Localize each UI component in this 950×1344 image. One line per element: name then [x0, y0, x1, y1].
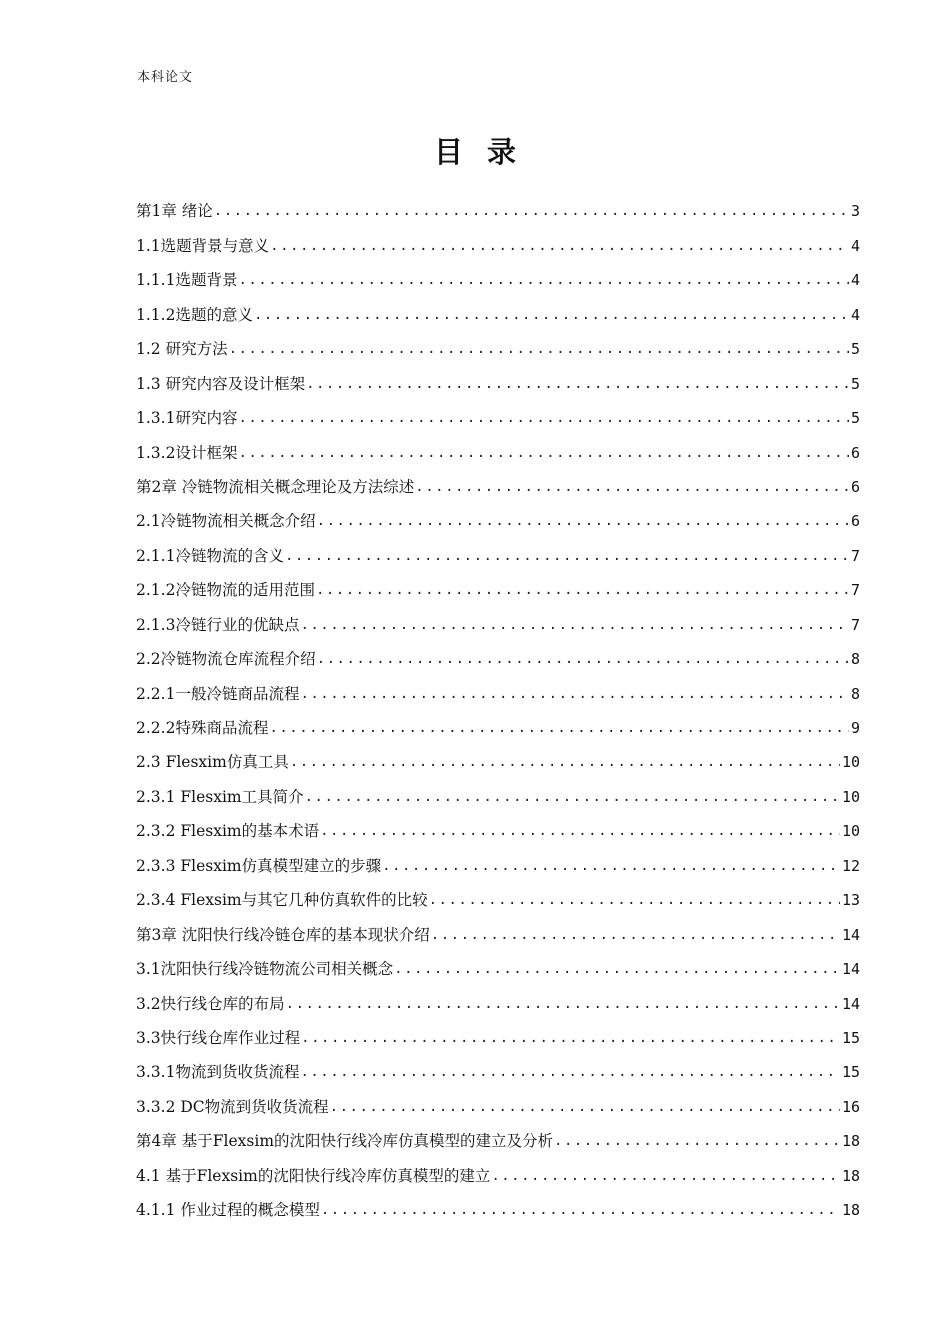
toc-leader-dots — [285, 546, 849, 566]
toc-leader-dots — [305, 787, 840, 807]
toc-leader-dots — [254, 305, 849, 325]
toc-entry-label: 1.1.1选题背景 — [136, 271, 238, 290]
toc-entry[interactable] — [136, 704, 860, 738]
table-of-contents — [136, 187, 860, 1220]
toc-entry-label: 3.1沈阳快行线冷链物流公司相关概念 — [136, 960, 394, 979]
toc-entry-page: 13 — [841, 891, 860, 910]
toc-entry-page: 14 — [841, 994, 860, 1013]
toc-leader-dots — [301, 1028, 840, 1048]
toc-entry[interactable] — [136, 1014, 860, 1048]
toc-entry-page: 10 — [841, 822, 860, 841]
toc-entry-label: 3.2快行线仓库的布局 — [136, 994, 285, 1013]
toc-entry-page: 10 — [841, 787, 860, 806]
toc-entry-page: 5 — [850, 374, 860, 393]
toc-entry-label: 3.3快行线仓库作业过程 — [136, 1028, 301, 1047]
toc-entry-page: 12 — [841, 856, 860, 875]
toc-leader-dots — [270, 236, 849, 256]
toc-leader-dots — [238, 270, 849, 290]
toc-entry[interactable] — [136, 256, 860, 290]
toc-entry[interactable] — [136, 497, 860, 531]
toc-leader-dots — [382, 856, 840, 876]
toc-entry[interactable] — [136, 876, 860, 910]
toc-leader-dots — [491, 1166, 840, 1186]
toc-entry-label: 4.1.1 作业过程的概念模型 — [136, 1201, 320, 1220]
toc-leader-dots — [330, 1097, 840, 1117]
toc-entry-page: 5 — [850, 409, 860, 428]
toc-leader-dots — [316, 580, 849, 600]
toc-entry-label: 2.2.1一般冷链商品流程 — [136, 684, 300, 703]
toc-entry[interactable] — [136, 772, 860, 806]
toc-entry[interactable] — [136, 325, 860, 359]
toc-leader-dots — [554, 1131, 840, 1151]
toc-entry-label: 2.3 Flesxim仿真工具 — [136, 753, 289, 772]
toc-entry[interactable] — [136, 910, 860, 944]
toc-entry-page: 8 — [850, 650, 860, 669]
toc-entry-label: 4.1 基于Flexsim的沈阳快行线冷库仿真模型的建立 — [136, 1166, 491, 1185]
toc-entry[interactable] — [136, 463, 860, 497]
toc-entry[interactable] — [136, 1151, 860, 1185]
toc-entry[interactable] — [136, 428, 860, 462]
toc-entry-label: 2.2冷链物流仓库流程介绍 — [136, 650, 316, 669]
toc-entry-page: 7 — [850, 581, 860, 600]
toc-entry-label: 2.3.1 Flesxim工具简介 — [136, 787, 304, 806]
toc-entry-page: 7 — [850, 615, 860, 634]
toc-entry-page: 5 — [850, 340, 860, 359]
toc-entry[interactable] — [136, 1186, 860, 1220]
toc-entry-label: 2.3.4 Flexsim与其它几种仿真软件的比较 — [136, 891, 428, 910]
toc-entry[interactable] — [136, 394, 860, 428]
toc-entry-label: 1.1.2选题的意义 — [136, 305, 253, 324]
toc-entry[interactable] — [136, 1048, 860, 1082]
toc-leader-dots — [300, 1062, 839, 1082]
toc-entry-page: 6 — [850, 512, 860, 531]
toc-leader-dots — [431, 925, 840, 945]
toc-entry-page: 9 — [850, 719, 860, 737]
toc-entry[interactable] — [136, 290, 860, 324]
toc-entry-label: 1.1选题背景与意义 — [136, 236, 270, 255]
toc-entry-label: 第3章 沈阳快行线冷链仓库的基本现状介绍 — [136, 925, 430, 944]
toc-leader-dots — [286, 994, 840, 1014]
toc-title: 目录 — [433, 135, 540, 169]
toc-entry[interactable] — [136, 1117, 860, 1151]
toc-leader-dots — [306, 374, 849, 394]
toc-entry-label: 第1章 绪论 — [136, 202, 213, 221]
toc-entry-page: 16 — [841, 1097, 860, 1116]
toc-entry-label: 1.3.2设计框架 — [136, 443, 238, 462]
toc-leader-dots — [300, 684, 849, 704]
toc-entry[interactable] — [136, 635, 860, 669]
toc-entry-label: 2.3.3 Flesxim仿真模型建立的步骤 — [136, 856, 382, 875]
toc-leader-dots — [317, 511, 849, 531]
toc-entry-page: 4 — [850, 271, 860, 290]
toc-entry-label: 第2章 冷链物流相关概念理论及方法综述 — [136, 477, 415, 496]
toc-entry-page: 10 — [841, 753, 860, 772]
toc-entry-page: 8 — [850, 684, 860, 703]
toc-entry-page: 15 — [841, 1063, 860, 1082]
toc-entry-label: 2.1.1冷链物流的含义 — [136, 546, 284, 565]
toc-leader-dots — [290, 752, 840, 772]
toc-entry-page: 18 — [841, 1201, 860, 1220]
toc-entry[interactable] — [136, 841, 860, 875]
toc-entry-label: 2.1.2冷链物流的适用范围 — [136, 581, 315, 600]
toc-entry-label: 2.2.2特殊商品流程 — [136, 719, 269, 737]
toc-leader-dots — [321, 1200, 840, 1220]
toc-leader-dots — [415, 477, 849, 497]
toc-entry-page: 3 — [850, 202, 860, 221]
toc-entry-page: 15 — [841, 1028, 860, 1047]
toc-leader-dots — [300, 615, 849, 635]
toc-entry-page: 4 — [850, 305, 860, 324]
toc-entry[interactable] — [136, 221, 860, 255]
toc-entry[interactable] — [136, 187, 860, 221]
toc-entry-page: 14 — [841, 925, 860, 944]
toc-leader-dots — [320, 821, 840, 841]
toc-entry[interactable] — [136, 669, 860, 703]
toc-entry[interactable] — [136, 979, 860, 1013]
toc-entry-label: 1.3.1研究内容 — [136, 409, 238, 428]
toc-entry-label: 3.3.2 DC物流到货收货流程 — [136, 1097, 329, 1116]
toc-entry-page: 14 — [841, 960, 860, 979]
toc-entry-page: 4 — [850, 236, 860, 255]
toc-entry-page: 6 — [850, 477, 860, 496]
toc-entry[interactable] — [136, 1082, 860, 1116]
toc-entry[interactable] — [136, 738, 860, 772]
toc-leader-dots — [429, 890, 840, 910]
toc-leader-dots — [394, 959, 840, 979]
toc-entry-label: 2.1冷链物流相关概念介绍 — [136, 512, 316, 531]
toc-entry[interactable] — [136, 566, 860, 600]
toc-entry[interactable] — [136, 531, 860, 565]
toc-leader-dots — [238, 443, 849, 463]
toc-entry[interactable] — [136, 600, 860, 634]
toc-leader-dots — [229, 339, 849, 359]
toc-leader-dots — [214, 201, 849, 221]
toc-entry-label: 3.3.1物流到货收货流程 — [136, 1063, 300, 1082]
toc-entry[interactable] — [136, 807, 860, 841]
toc-leader-dots — [317, 649, 849, 669]
toc-entry-label: 2.3.2 Flesxim的基本术语 — [136, 822, 320, 841]
toc-entry-page: 18 — [841, 1132, 860, 1151]
toc-entry-label: 1.2 研究方法 — [136, 340, 228, 359]
toc-entry[interactable] — [136, 359, 860, 393]
toc-entry-label: 2.1.3冷链行业的优缺点 — [136, 615, 300, 634]
toc-entry-label: 第4章 基于Flexsim的沈阳快行线冷库仿真模型的建立及分析 — [136, 1132, 554, 1151]
toc-leader-dots — [269, 718, 849, 738]
toc-entry-label: 1.3 研究内容及设计框架 — [136, 374, 306, 393]
toc-entry[interactable] — [136, 945, 860, 979]
toc-entry-page: 7 — [850, 546, 860, 565]
toc-leader-dots — [238, 408, 849, 428]
toc-entry-page: 6 — [850, 443, 860, 462]
page-header: 本科论文 — [137, 70, 194, 85]
toc-entry-page: 18 — [841, 1166, 860, 1185]
